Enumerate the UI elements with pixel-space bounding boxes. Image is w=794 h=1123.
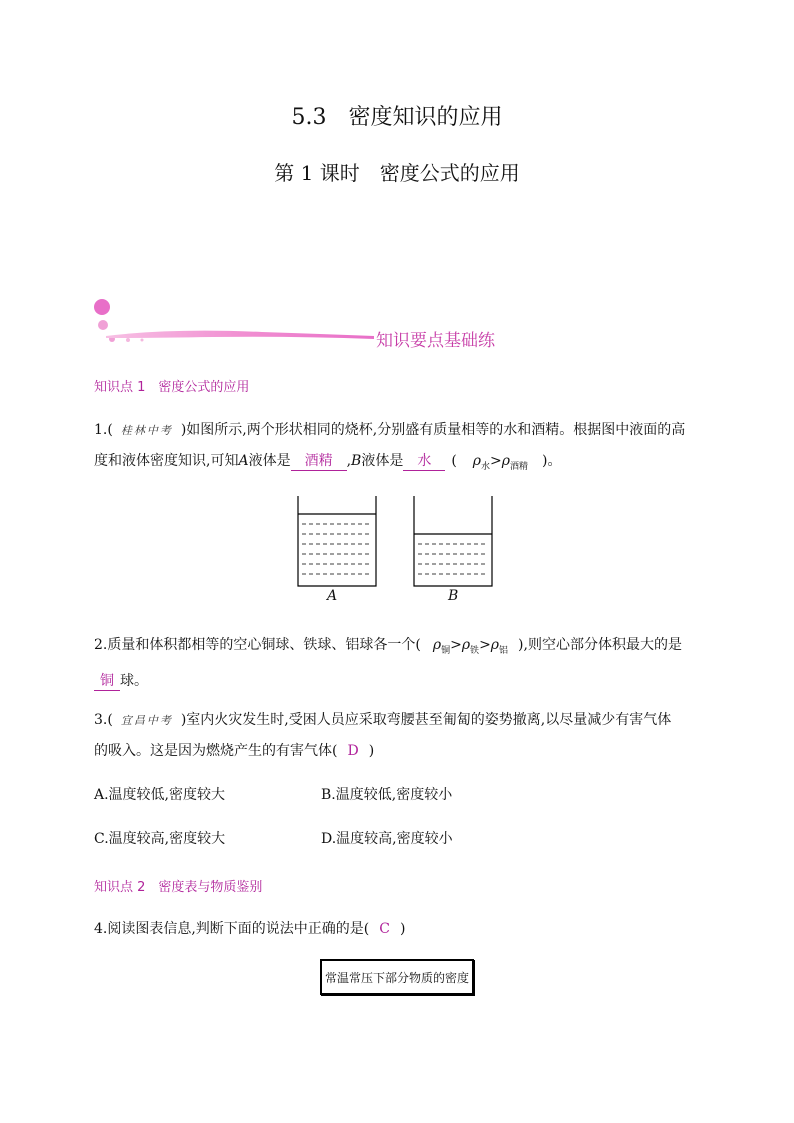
beaker-a	[298, 496, 376, 586]
question-3-line-2: 的吸入。这是因为燃烧产生的有害气体( D )	[94, 743, 375, 759]
beaker-b	[414, 496, 492, 586]
decor-dot-medium	[98, 320, 108, 330]
option-b: B.温度较低,密度较小	[321, 787, 453, 803]
option-c: C.温度较高,密度较大	[94, 831, 226, 847]
question-3-line-1: 3.( 宜昌中考 )室内火灾发生时,受困人员应采取弯腰甚至匍匐的姿势撤离,以尽量减少有害气体	[94, 712, 672, 728]
beaker-figure	[294, 494, 500, 590]
option-a: A.温度较低,密度较大	[94, 787, 226, 803]
question-1-line-1: 1.( 桂林中考 )如图所示,两个形状相同的烧杯,分别盛有质量相等的水和酒精。根据图中液面的高	[94, 422, 686, 438]
question-1-line-2: 度和液体密度知识,可知A液体是 酒精 ,B液体是 水 ( $\rho_水>\rho_{酒精}$ )。	[94, 453, 562, 472]
beaker-a-liquid-dashes	[302, 524, 372, 574]
decor-dot-tiny	[126, 338, 130, 342]
page-subtitle: 第 1 课时 密度公式的应用	[274, 161, 520, 185]
section-title: 知识要点基础练	[376, 331, 495, 351]
answer-blank-a: 酒精	[291, 452, 347, 471]
knowledge-point-1: 知识点 1 密度公式的应用	[94, 380, 250, 395]
answer-blank-b: 水	[403, 452, 445, 471]
answer-choice: D	[347, 743, 359, 759]
decor-dot-mini	[141, 339, 144, 342]
beaker-b-liquid-dashes	[418, 544, 488, 574]
question-4: 4.阅读图表信息,判断下面的说法中正确的是( C )	[94, 921, 406, 937]
decor-swoosh	[106, 331, 374, 339]
page-title: 5.3 密度知识的应用	[291, 105, 503, 130]
table-caption: 常温常压下部分物质的密度	[320, 959, 474, 995]
decor-dot-large	[94, 299, 110, 315]
source-tag: 桂林中考	[120, 424, 173, 437]
knowledge-point-2: 知识点 2 密度表与物质鉴别	[94, 880, 263, 895]
figure-label-a: A	[327, 588, 338, 604]
answer-blank: 铜	[94, 672, 120, 691]
answer-choice: C	[379, 921, 390, 937]
figure-label-b: B	[448, 588, 459, 604]
question-2-line-2: 铜 球。	[94, 666, 714, 696]
question-3	[94, 705, 714, 766]
question-1	[94, 415, 714, 482]
question-2-line-1: 2.质量和体积都相等的空心铜球、铁球、铝球各一个( $\rho_铜>\rho_铁>\rho_铝$ ),则空心部分体积最大的是	[94, 637, 682, 656]
source-tag: 宜昌中考	[120, 714, 173, 727]
option-d: D.温度较高,密度较小	[321, 831, 453, 847]
question-2	[94, 630, 714, 696]
